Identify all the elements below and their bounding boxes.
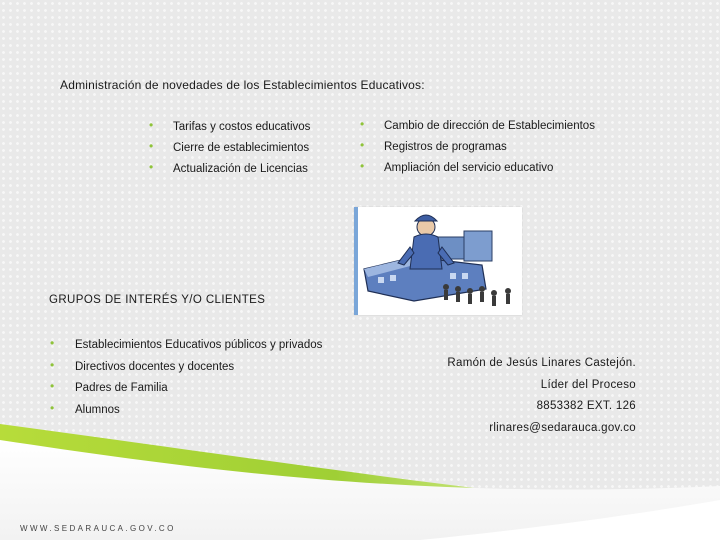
bullet-icon: • bbox=[50, 379, 55, 393]
list-item-label: Directivos docentes y docentes bbox=[75, 360, 235, 373]
bullet-icon: • bbox=[149, 118, 154, 132]
list-item-label: Ampliación del servicio educativo bbox=[384, 162, 554, 174]
contact-name: Ramón de Jesús Linares Castejón. bbox=[447, 357, 636, 369]
bullet-icon: • bbox=[50, 357, 55, 372]
bullet-icon: • bbox=[360, 138, 365, 152]
bullet-icon: • bbox=[50, 400, 55, 415]
list-item-label: Cierre de establecimientos bbox=[173, 142, 310, 154]
bullet-icon: • bbox=[360, 159, 365, 173]
list-item-label: Establecimientos Educativos públicos y privados bbox=[75, 339, 323, 351]
list-item-label: Tarifas y costos educativos bbox=[173, 121, 311, 133]
bullet-icon: • bbox=[149, 160, 154, 174]
bullet-icon: • bbox=[50, 336, 55, 350]
list-item-label: Cambio de dirección de Establecimientos bbox=[384, 120, 595, 132]
list-item-label: Alumnos bbox=[75, 403, 120, 416]
bullet-icon: • bbox=[149, 139, 154, 153]
list-item-label: Registros de programas bbox=[384, 141, 507, 153]
footer-url[interactable]: WWW.SEDARAUCA.GOV.CO bbox=[20, 524, 176, 533]
list-item-label: Padres de Familia bbox=[75, 382, 168, 394]
contact-email[interactable]: rlinares@sedarauca.gov.co bbox=[489, 421, 636, 434]
contact-phone: 8853382 EXT. 126 bbox=[536, 400, 636, 412]
contact-role: Líder del Proceso bbox=[540, 378, 636, 391]
groups-title: GRUPOS DE INTERÉS Y/O CLIENTES bbox=[49, 294, 266, 306]
slide-title: Administración de novedades de los Establecimientos Educativos: bbox=[60, 78, 425, 92]
bullet-icon: • bbox=[360, 117, 365, 131]
list-item-label: Actualización de Licencias bbox=[173, 163, 308, 175]
